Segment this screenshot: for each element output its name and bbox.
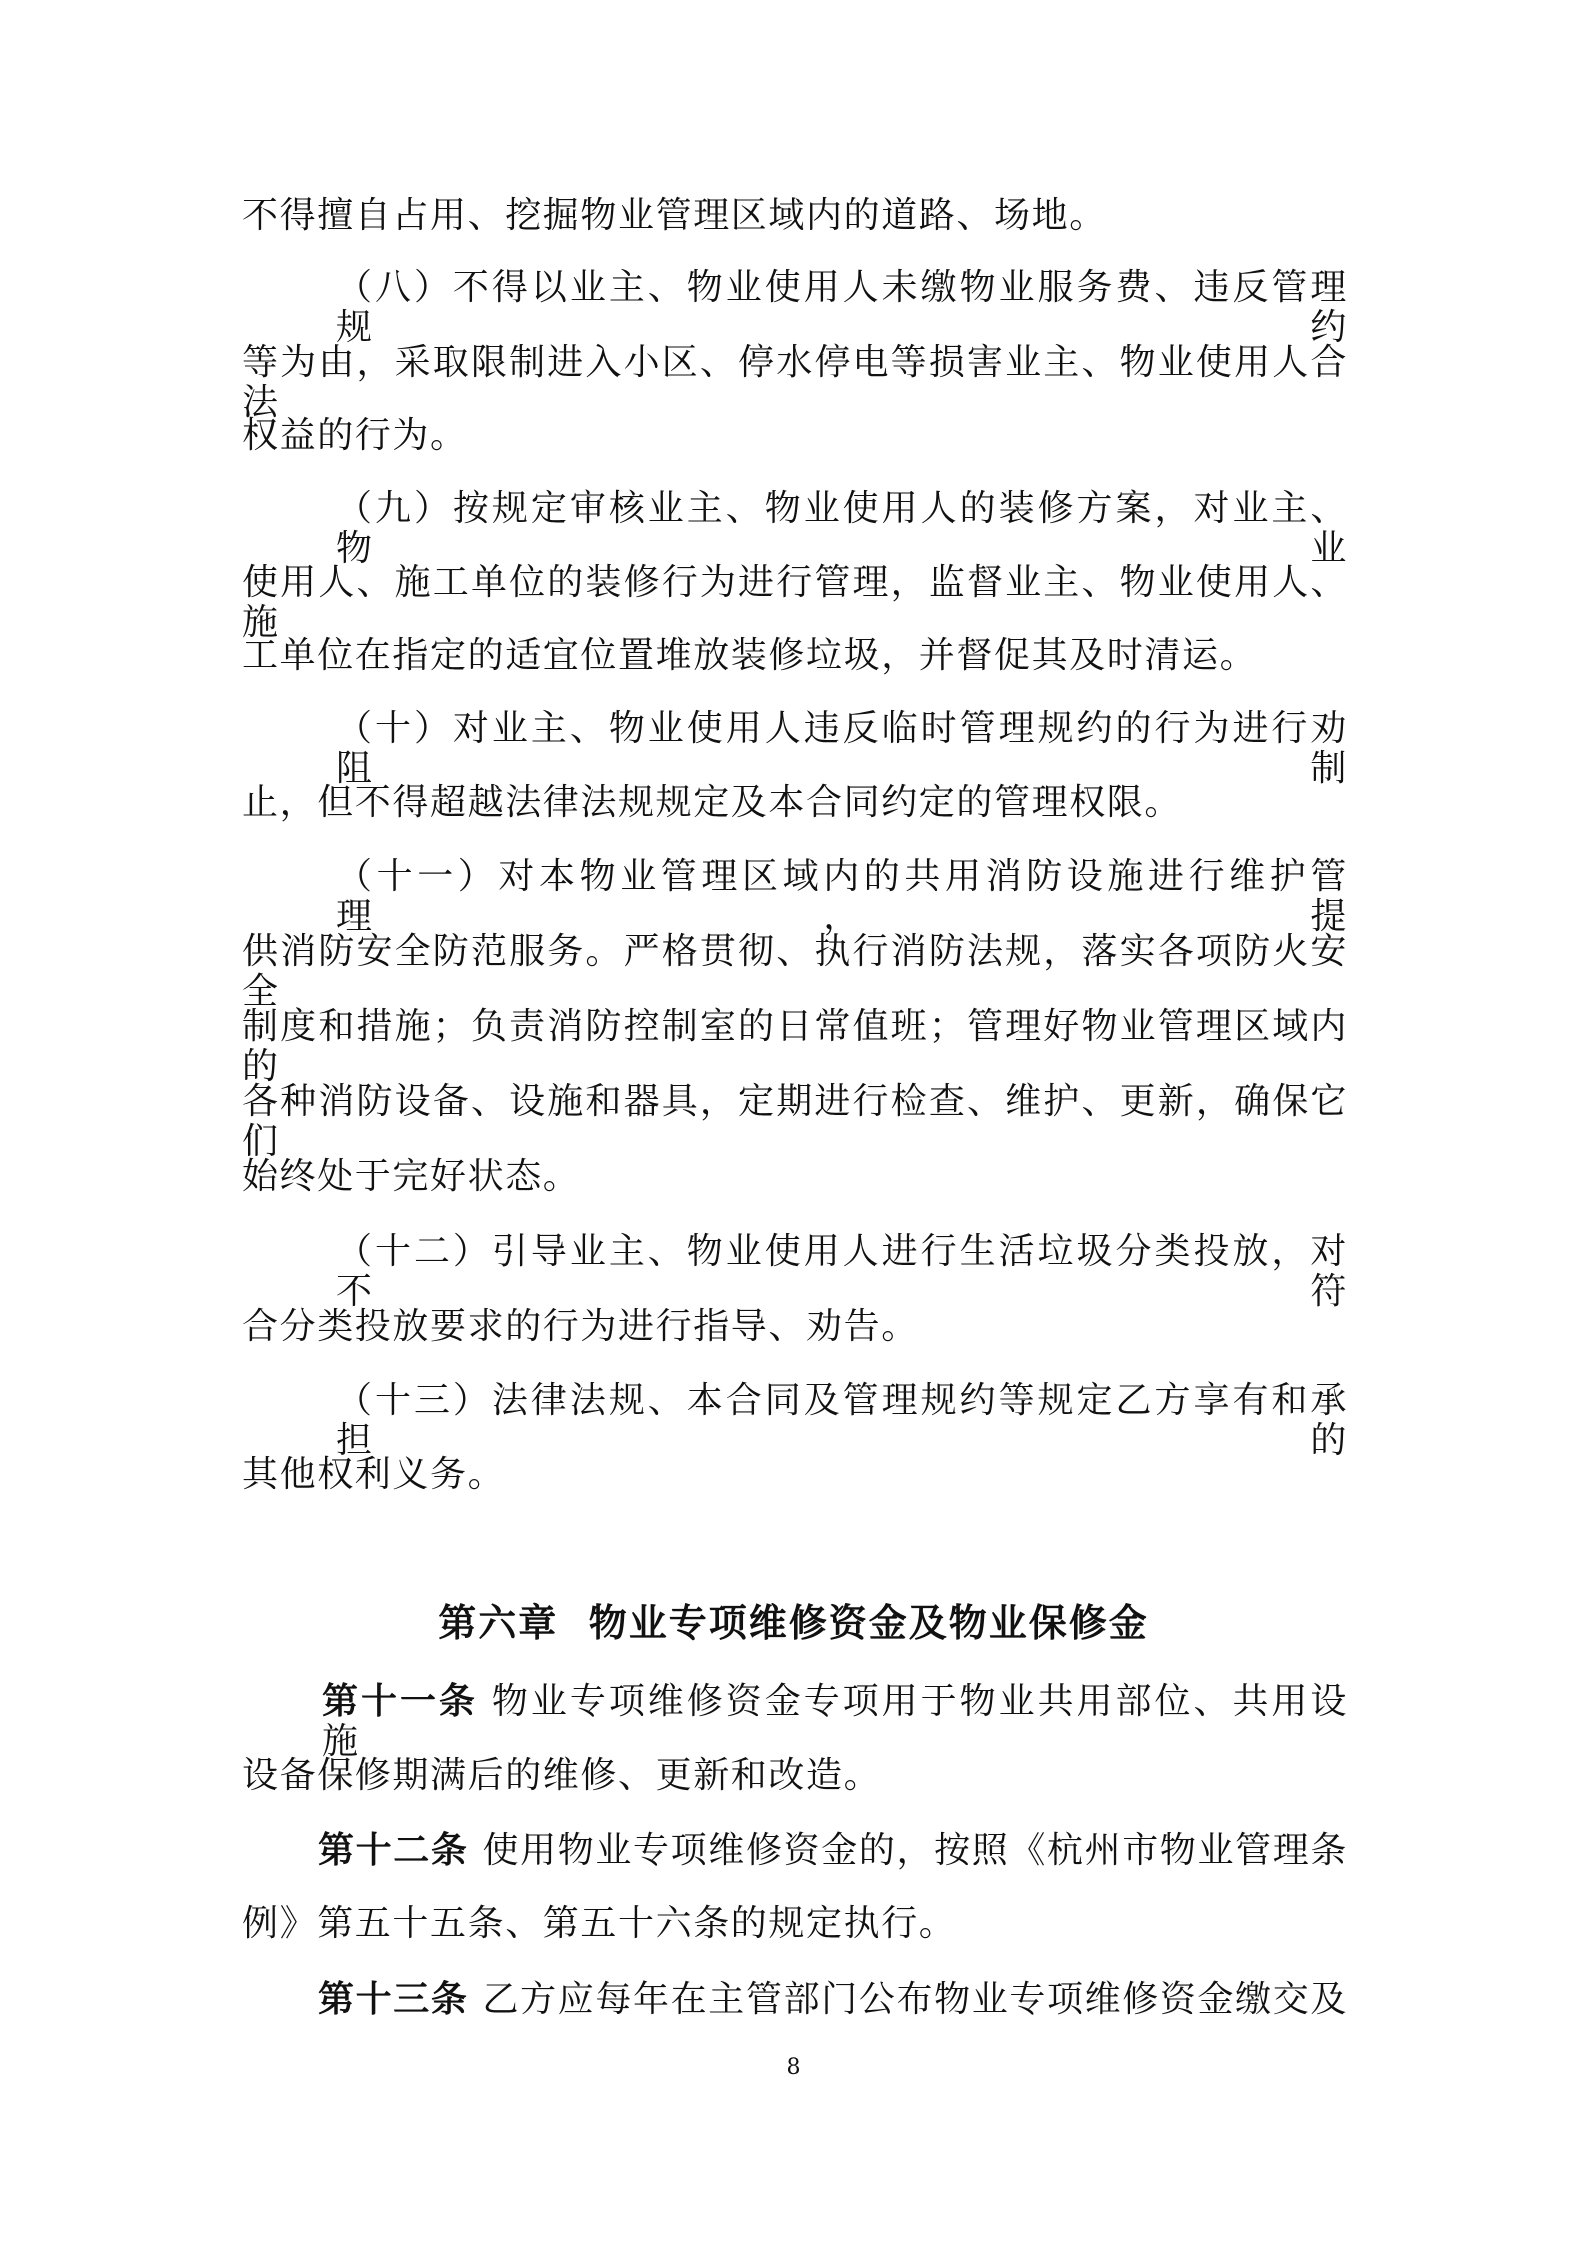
paragraph-line: 始终处于完好状态。 [242,1156,581,1197]
paragraph-line: 设备保修期满后的维修、更新和改造。 [242,1755,882,1796]
paragraph-line: 等为由，采取限制进入小区、停水停电等损害业主、物业使用人合法 [242,342,1348,423]
paragraph-line: 制度和措施；负责消防控制室的日常值班；管理好物业管理区域内的 [242,1006,1348,1087]
paragraph-line: 各种消防设备、设施和器具，定期进行检查、维护、更新，确保它们 [242,1081,1348,1162]
paragraph-line: 例》第五十五条、第五十六条的规定执行。 [242,1903,957,1944]
paragraph-line: （八）不得以业主、物业使用人未缴物业服务费、违反管理规约 [336,267,1348,348]
paragraph-line: 权益的行为。 [242,415,468,456]
paragraph-line: 使用人、施工单位的装修行为进行管理，监督业主、物业使用人、施 [242,562,1348,643]
article-line [318,1830,1348,1870]
paragraph-line: 合分类投放要求的行为进行指导、劝告。 [242,1306,919,1347]
chapter-heading: 第六章 物业专项维修资金及物业保修金 [438,1600,1149,1645]
paragraph-line: （十三）法律法规、本合同及管理规约等规定乙方享有和承担的 [336,1380,1348,1461]
article-line [322,1680,1348,1762]
article-text: 物业专项维修资金专项用于物业共用部位、共用设施 [322,1681,1348,1762]
paragraph-line: 供消防安全防范服务。严格贯彻、执行消防法规，落实各项防火安全 [242,931,1348,1012]
page-number: 8 [786,2055,801,2080]
article-text: 乙方应每年在主管部门公布物业专项维修资金缴交及 [482,1979,1348,2020]
paragraph-line: （十）对业主、物业使用人违反临时管理规约的行为进行劝阻制 [336,708,1348,789]
article-line [318,1979,1348,2019]
article-label: 第十一条 [322,1680,478,1722]
paragraph-line: （十二）引导业主、物业使用人进行生活垃圾分类投放，对不符 [336,1231,1348,1312]
paragraph-line: 不得擅自占用、挖掘物业管理区域内的道路、场地。 [242,195,1107,236]
article-label: 第十三条 [318,1978,469,2020]
article-text: 使用物业专项维修资金的，按照《杭州市物业管理条 [482,1830,1348,1871]
article-label: 第十二条 [318,1829,469,1871]
paragraph-line: （十一）对本物业管理区域内的共用消防设施进行维护管理，提 [336,856,1348,937]
paragraph-line: （九）按规定审核业主、物业使用人的装修方案，对业主、物业 [336,488,1348,569]
paragraph-line: 止，但不得超越法律法规规定及本合同约定的管理权限。 [242,782,1183,823]
paragraph-line: 工单位在指定的适宜位置堆放装修垃圾，并督促其及时清运。 [242,635,1258,676]
paragraph-line: 其他权利义务。 [242,1454,506,1495]
